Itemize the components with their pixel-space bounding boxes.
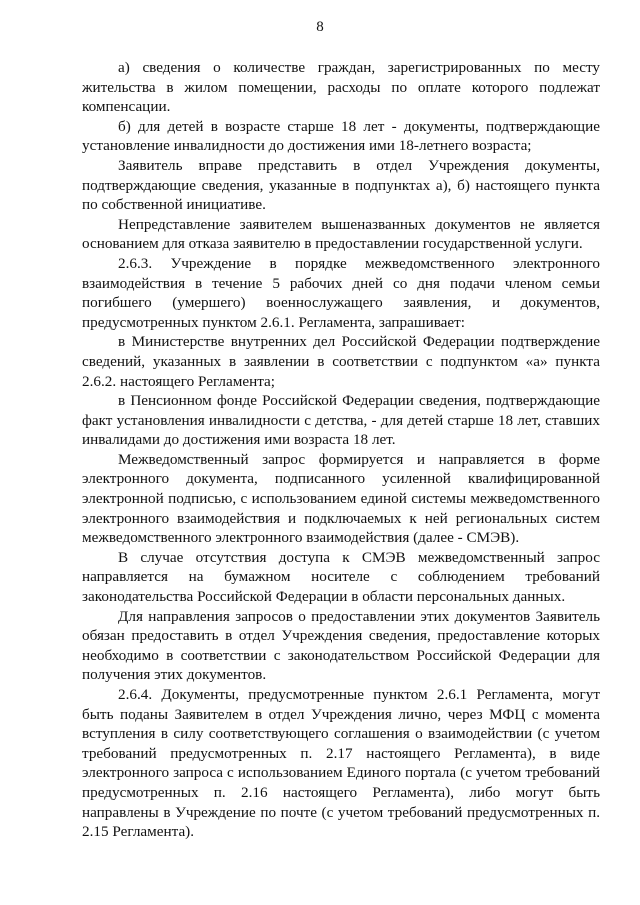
document-body (82, 58, 600, 842)
paragraph-item-a: а) сведения о количестве граждан, зарегистрированных по месту жительства в жилом помещении, расходы по оплате которого подлежат компенсации. (82, 59, 600, 116)
paragraph-2-6-3: 2.6.3. Учреждение в порядке межведомственного электронного взаимодействия в течение 5 рабочих дней со дня подачи членом семьи погибшего (умершего) военнослужащего заявления, и документов, предусмотренных пунктом 2.6.1. Регламента, запрашивает: (82, 254, 600, 331)
paragraph-interagency-request: Межведомственный запрос формируется и направляется в форме электронного документа, подписанного усиленной квалифицированной электронной подписью, с использованием единой системы межведомственного электронного взаимодействия и подключаемых к ней региональных систем межведомственного электронного взаимодействия (далее - СМЭВ). (82, 450, 600, 547)
paragraph-non-submission: Непредставление заявителем вышеназванных документов не является основанием для отказа заявителю в предоставлении государственной услуги. (82, 215, 600, 253)
paragraph-no-smev-access: В случае отсутствия доступа к СМЭВ межведомственный запрос направляется на бумажном носителе с соблюдением требований законодательства Российской Федерации в области персональных данных. (82, 548, 600, 606)
paragraph-2-6-4: 2.6.4. Документы, предусмотренные пунктом 2.6.1 Регламента, могут быть поданы Заявителем в отдел Учреждения лично, через МФЦ с момента вступления в силу соответствующего соглашения о взаимодействии (с учетом требований предусмотренных п. 2.17 настоящего Регламента), в виде электронного запроса с использованием Единого портала (с учетом требований предусмотренных п. 2.16 настоящего Регламента), либо могут быть направлены в Учреждение по почте (с учетом требований предусмотренных п. 2.15 Регламента). (82, 686, 600, 841)
paragraph-applicant-right: Заявитель вправе представить в отдел Учреждения документы, подтверждающие сведения, указанные в подпунктах а), б) настоящего пункта по собственной инициативе. (82, 156, 600, 214)
paragraph-item-b: б) для детей в возрасте старше 18 лет - документы, подтверждающие установление инвалидности до достижения ими 18-летнего возраста; (82, 117, 600, 155)
page-number: 8 (316, 19, 324, 35)
paragraph-pension-fund-request: в Пенсионном фонде Российской Федерации сведения, подтверждающие факт установления инвалидности с детства, - для детей старше 18 лет, ставших инвалидами до достижения ими возраста 18 лет. (82, 392, 600, 449)
paragraph-applicant-obligation: Для направления запросов о предоставлении этих документов Заявитель обязан предоставить в отдел Учреждения сведения, предоставление которых необходимо в соответствии с законодательством Российской Федерации для получения этих документов. (82, 607, 600, 684)
paragraph-mvd-request: в Министерстве внутренних дел Российской Федерации подтверждение сведений, указанных в заявлении в соответствии с подпунктом «а» пункта 2.6.2. настоящего Регламента; (82, 333, 600, 390)
